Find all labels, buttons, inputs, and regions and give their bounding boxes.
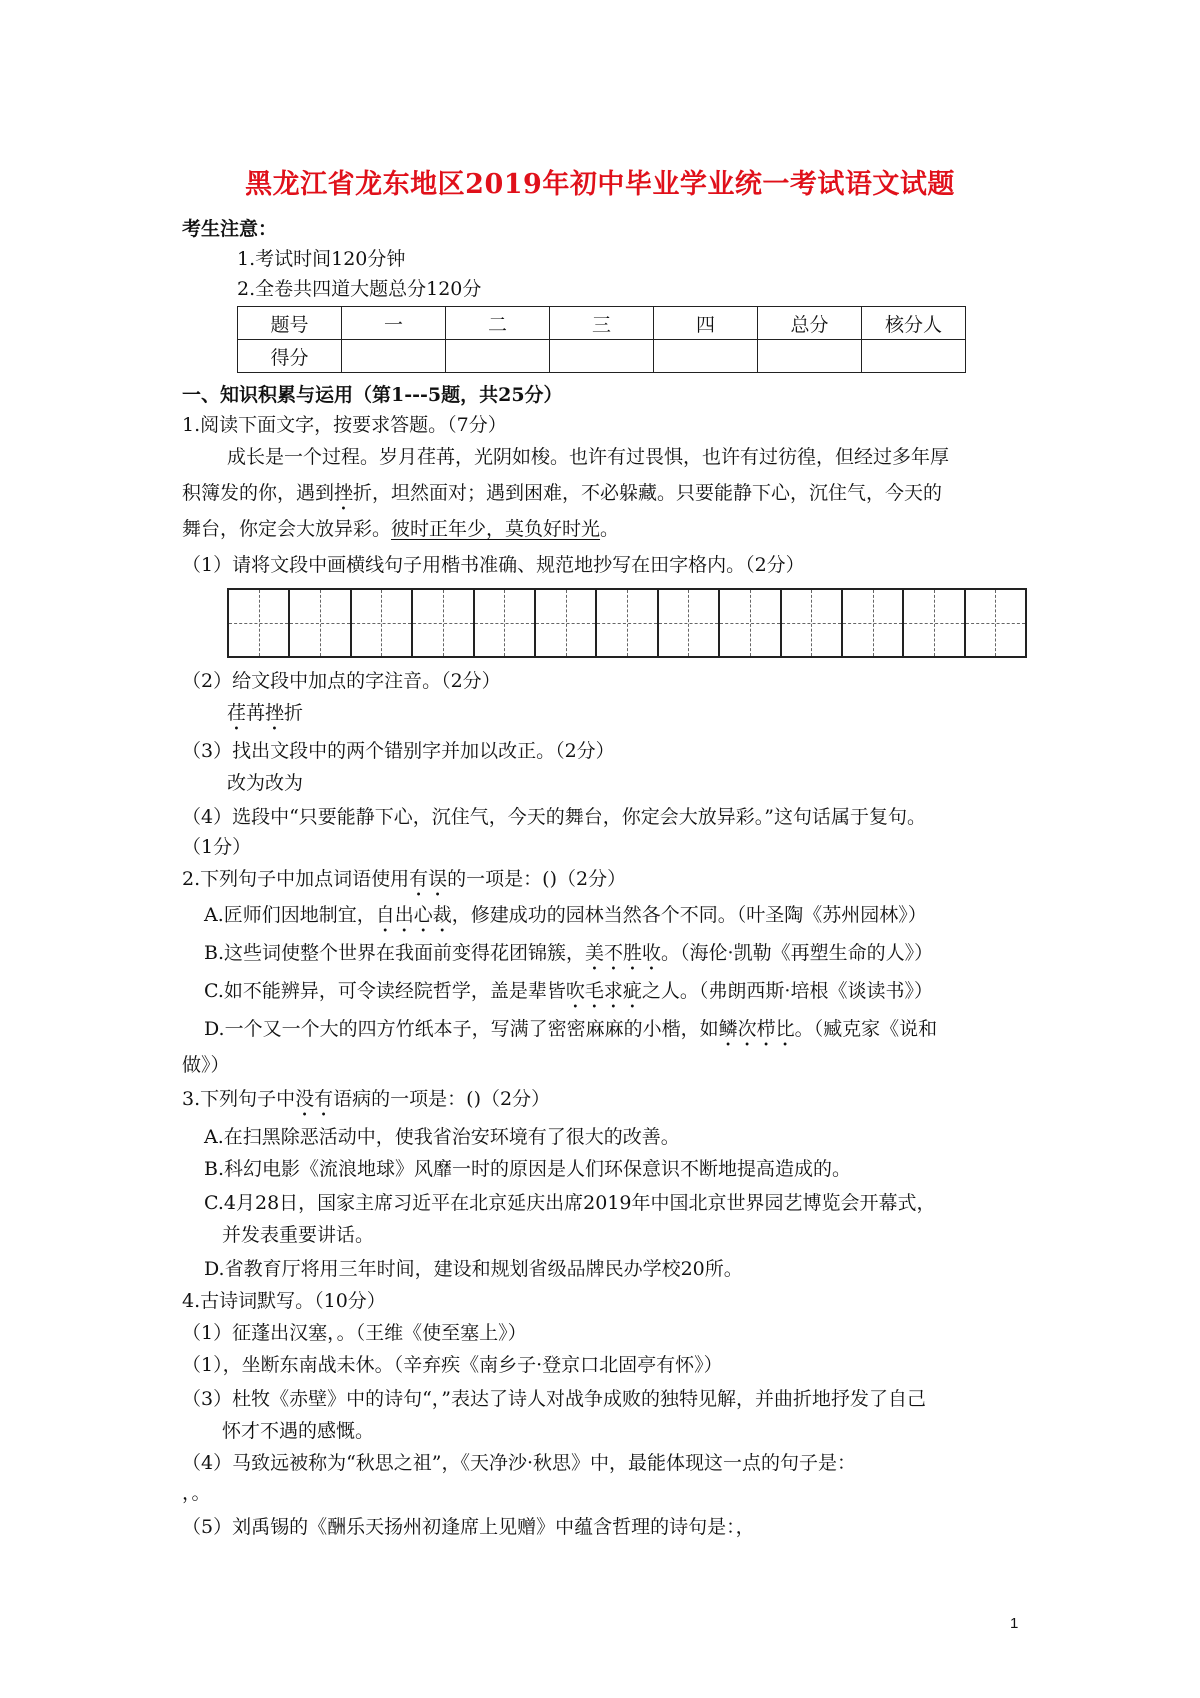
grid-cell[interactable] (904, 590, 965, 656)
text-span: 折，坦然面对；遇到困难，不必躲藏。只要能静下心，沉住气，今天的 (353, 482, 943, 504)
grid-cell[interactable] (352, 590, 413, 656)
q1-stem: 1.阅读下面文字，按要求答题。（7分） (182, 414, 507, 436)
dotted-char: 没有 (295, 1088, 334, 1110)
text-span: 之人。（弗朗西斯·培根《谈读书》） (641, 980, 933, 1002)
dotted-char: 挫 (334, 482, 354, 504)
q2-option-d (204, 1016, 937, 1051)
q4-item-5: （5）刘禹锡的《酬乐天扬州初逢席上见赠》中蕴含哲理的诗句是：， (182, 1516, 755, 1538)
q3-option-c-line-1: C.4月28日，国家主席习近平在北京延庆出席2019年中国北京世界园艺博览会开幕式， (204, 1192, 936, 1214)
grid-cell[interactable] (413, 590, 474, 656)
score-cell (342, 340, 446, 373)
score-table-score-row (238, 340, 966, 373)
score-cell (550, 340, 654, 373)
exam-title: 黑龙江省龙东地区2019年初中毕业学业统一考试语文试题 (245, 169, 955, 200)
q2-option-d-line-2: 做》） (182, 1054, 230, 1076)
q2-option-a (204, 902, 927, 937)
dotted-phrase: 吹毛求疵 (565, 980, 642, 1002)
dotted-char: 荏 (227, 702, 247, 724)
header-cell: 核分人 (862, 307, 966, 340)
q3-stem (182, 1086, 550, 1121)
q4-stem: 4.古诗词默写。（10分） (182, 1290, 386, 1312)
q3-option-d: D.省教育厅将用三年时间，建设和规划省级品牌民办学校20所。 (204, 1258, 743, 1280)
notice-item-2: 2.全卷共四道大题总分120分 (237, 278, 482, 300)
text-span: 。（臧克家《说和 (794, 1018, 938, 1040)
grid-cell[interactable] (782, 590, 843, 656)
q1-sub-4-line-2: （1分） (182, 836, 252, 858)
q1-passage-line-3 (182, 516, 619, 542)
header-cell: 二 (446, 307, 550, 340)
text-span: 积簿发的你，遇到 (182, 482, 335, 504)
q1-sub-3-answer: 改为改为 (227, 772, 304, 794)
header-cell: 三 (550, 307, 654, 340)
q3-option-b: B.科幻电影《流浪地球》风靡一时的原因是人们环保意识不断地提高造成的。 (204, 1158, 852, 1180)
q3-option-a: A.在扫黑除恶活动中，使我省治安环境有了很大的改善。 (204, 1126, 680, 1148)
q1-passage-line-2 (182, 480, 942, 515)
grid-cell[interactable] (720, 590, 781, 656)
dotted-phrase: 美不胜收 (585, 942, 662, 964)
q4-item-4-line-2: ，。 (182, 1482, 211, 1504)
grid-cell[interactable] (290, 590, 351, 656)
text-span: 的一项是：()（2分） (447, 868, 627, 890)
q2-option-c (204, 978, 933, 1013)
text-span: D.一个又一个大的四方竹纸本子，写满了密密麻麻的小楷，如 (204, 1018, 719, 1040)
grid-cell[interactable] (229, 590, 290, 656)
text-span: 折 (284, 702, 304, 724)
grid-cell[interactable] (843, 590, 904, 656)
text-span: 舞台，你定会大放异彩。 (182, 518, 392, 540)
text-span: 2.下列句子中加点词语使用 (182, 868, 410, 890)
grid-cell[interactable] (597, 590, 658, 656)
q1-passage-line-1: 成长是一个过程。岁月荏苒，光阴如梭。也许有过畏惧，也许有过彷徨，但经过多年厚 (227, 446, 950, 468)
grid-cell[interactable] (966, 590, 1025, 656)
q1-sub-4-line-1: （4）选段中“只要能静下心，沉住气，今天的舞台，你定会大放异彩。”这句话属于复句。 (182, 806, 927, 828)
header-cell: 四 (654, 307, 758, 340)
dotted-phrase: 鳞次栉比 (718, 1018, 795, 1040)
score-table (237, 306, 966, 373)
text-span: 。 (600, 518, 620, 540)
q4-item-1: （1）征蓬出汉塞，。（王维《使至塞上》） (182, 1322, 527, 1344)
grid-cell[interactable] (659, 590, 720, 656)
notice-item-1: 1.考试时间120分钟 (237, 248, 406, 270)
score-table-header-row (238, 307, 966, 340)
row-label-cell: 得分 (238, 340, 342, 373)
text-span: A.匠师们因地制宜， (204, 904, 376, 926)
section-1-heading: 一、知识积累与运用（第1---5题，共25分） (182, 384, 563, 406)
page-number: 1 (1010, 1615, 1019, 1632)
text-span: ，修建成功的园林当然各个不同。（叶圣陶《苏州园林》） (451, 904, 927, 926)
q3-option-c-line-2: 并发表重要讲话。 (222, 1224, 375, 1246)
dotted-char: 有误 (409, 868, 448, 890)
q1-sub-3: （3）找出文段中的两个错别字并加以改正。（2分） (182, 740, 615, 762)
q1-sub-2: （2）给文段中加点的字注音。（2分） (182, 670, 501, 692)
q4-item-4-line-1: （4）马致远被称为“秋思之祖”，《天净沙·秋思》中，最能体现这一点的句子是： (182, 1452, 857, 1474)
q1-sub-2-answer (227, 700, 303, 735)
score-cell (654, 340, 758, 373)
q2-stem (182, 866, 626, 901)
text-span: 语病的一项是：()（2分） (333, 1088, 551, 1110)
q4-item-2: （1），坐断东南战未休。（辛弃疾《南乡子·登京口北固亭有怀》） (182, 1354, 723, 1376)
grid-cell[interactable] (475, 590, 536, 656)
grid-cell[interactable] (536, 590, 597, 656)
q1-sub-1: （1）请将文段中画横线句子用楷书准确、规范地抄写在田字格内。（2分） (182, 554, 805, 576)
text-span: 苒 (246, 702, 266, 724)
header-cell: 总分 (758, 307, 862, 340)
notice-heading: 考生注意： (182, 218, 278, 240)
tianzige-grid[interactable] (227, 588, 1027, 658)
dotted-phrase: 自出心裁 (375, 904, 452, 926)
q4-item-3-line-2: 怀才不遇的感慨。 (222, 1420, 375, 1442)
text-span: 。（海伦·凯勒《再塑生命的人》） (661, 942, 934, 964)
text-span: 3.下列句子中 (182, 1088, 296, 1110)
score-cell (862, 340, 966, 373)
underlined-sentence: 彼时正年少，莫负好时光 (391, 518, 601, 540)
header-cell: 一 (342, 307, 446, 340)
header-cell: 题号 (238, 307, 342, 340)
score-cell (758, 340, 862, 373)
text-span: B.这些词使整个世界在我面前变得花团锦簇， (204, 942, 586, 964)
q2-option-b (204, 940, 933, 975)
score-cell (446, 340, 550, 373)
q4-item-3-line-1: （3）杜牧《赤壁》中的诗句“，”表达了诗人对战争成败的独特见解，并曲折地抒发了自己 (182, 1388, 927, 1410)
dotted-char: 挫 (265, 702, 285, 724)
text-span: C.如不能辨异，可令读经院哲学，盖是辈皆 (204, 980, 566, 1002)
